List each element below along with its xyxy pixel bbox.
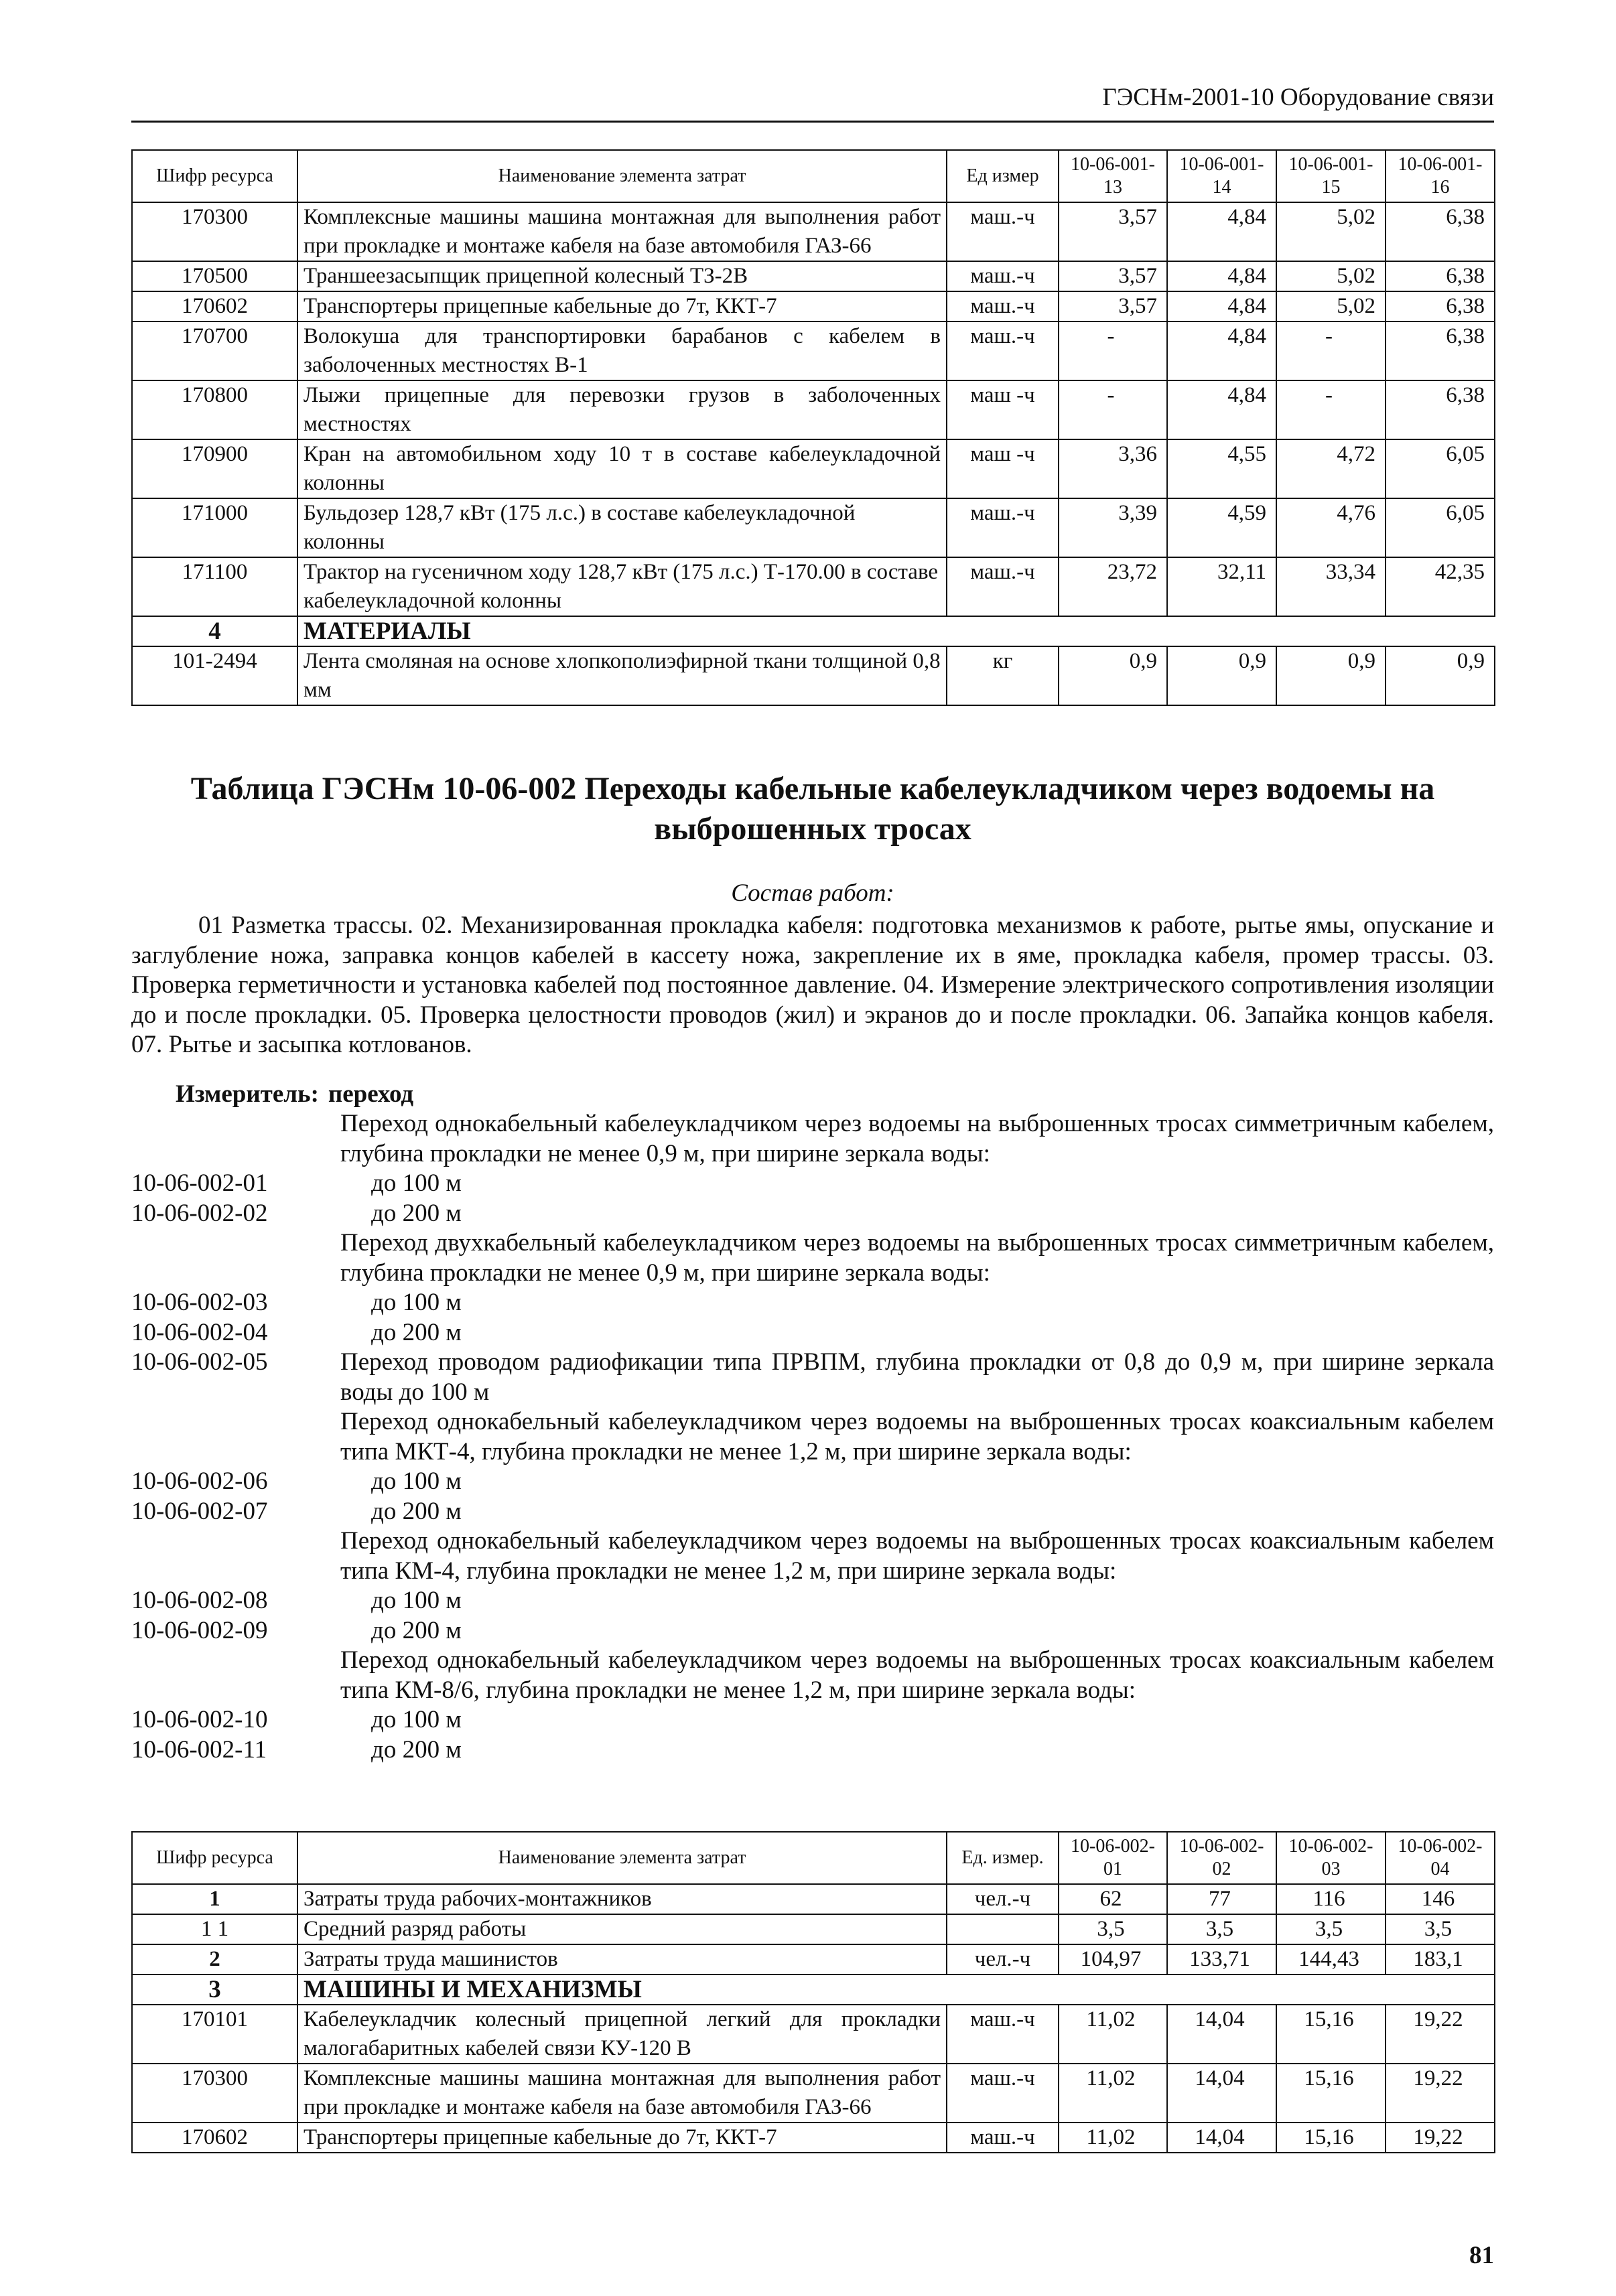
row-name: Кран на автомобильном ходу 10 т в составе кабелеукладочной колонны — [297, 439, 947, 498]
header-col: 10-06-002-03 — [1276, 1832, 1386, 1884]
table-title-line: выброшенных тросах — [654, 811, 971, 847]
norm-description: до 100 м — [371, 1467, 462, 1495]
row-unit: чел.-ч — [947, 1884, 1059, 1914]
norm-description: до 200 м — [371, 1735, 462, 1764]
row-value: 4,84 — [1167, 202, 1276, 261]
table-title-line: Таблица ГЭСНм 10-06-002 Переходы кабельные кабелеукладчиком через водоемы на — [190, 771, 1435, 806]
norm-description: до 100 м — [371, 1169, 462, 1197]
norm-description: до 100 м — [371, 1587, 462, 1614]
row-value: 6,05 — [1386, 498, 1495, 557]
row-value: 14,04 — [1167, 2064, 1276, 2123]
row-value: 4,84 — [1167, 380, 1276, 439]
row-unit: маш -ч — [947, 439, 1059, 498]
row-value: 3,5 — [1386, 1914, 1495, 1944]
table-row — [132, 557, 1495, 616]
row-code: 171100 — [132, 557, 297, 616]
row-code: 2 — [132, 1944, 297, 1975]
running-head: ГЭСНм-2001-10 Оборудование связи — [1102, 84, 1494, 111]
row-unit — [947, 1914, 1059, 1944]
row-value: 4,59 — [1167, 498, 1276, 557]
row-value: 15,16 — [1276, 2005, 1386, 2064]
row-value: 3,36 — [1059, 439, 1167, 498]
row-value: 4,55 — [1167, 439, 1276, 498]
row-unit: маш.-ч — [947, 2123, 1059, 2153]
row-value: 133,71 — [1167, 1944, 1276, 1975]
row-value: 3,5 — [1059, 1914, 1167, 1944]
row-value: 42,35 — [1386, 557, 1495, 616]
header-name: Наименование элемента затрат — [297, 150, 947, 202]
table-row — [132, 646, 1495, 705]
row-value: 14,04 — [1167, 2123, 1276, 2153]
norm-code: 10-06-002-06 — [131, 1467, 268, 1495]
norm-description: до 100 м — [371, 1289, 462, 1316]
row-name: Лыжи прицепные для перевозки грузов в заболоченных местностях — [297, 380, 947, 439]
row-name: Транспортеры прицепные кабельные до 7т, ККТ-7 — [297, 2123, 947, 2153]
row-value: 11,02 — [1059, 2005, 1167, 2064]
table-row — [132, 1944, 1495, 1975]
row-name: Траншеезасыпщик прицепной колесный ТЗ-2В — [297, 261, 947, 291]
row-value: 23,72 — [1059, 557, 1167, 616]
section-row-materials — [132, 616, 1495, 646]
list-item — [131, 1109, 1494, 1169]
row-unit: чел.-ч — [947, 1944, 1059, 1975]
row-value: 19,22 — [1386, 2005, 1495, 2064]
table-row — [132, 1884, 1495, 1914]
norm-description: Переход однокабельный кабелеукладчиком через водоемы на выброшенных тросах коаксиальным кабелем типа КМ-8/6, глубина прокладки не менее 1,2 м, при ширине зеркала воды: — [340, 1646, 1494, 1704]
row-value: 3,57 — [1059, 202, 1167, 261]
table-header-row — [132, 150, 1495, 202]
norm-code: 10-06-002-07 — [131, 1497, 268, 1525]
norm-code: 10-06-002-11 — [131, 1735, 267, 1764]
row-code: 1 1 — [132, 1914, 297, 1944]
row-value: 0,9 — [1386, 646, 1495, 705]
list-item — [131, 1586, 1494, 1616]
row-value: 14,04 — [1167, 2005, 1276, 2064]
row-code: 170300 — [132, 202, 297, 261]
row-unit: маш.-ч — [947, 202, 1059, 261]
resource-table-001 — [131, 149, 1495, 706]
composition-heading: Состав работ: — [731, 879, 894, 907]
row-code: 1 — [132, 1884, 297, 1914]
table-row — [132, 321, 1495, 380]
row-value: 77 — [1167, 1884, 1276, 1914]
header-col: 10-06-001-16 — [1386, 150, 1495, 202]
row-value: 6,38 — [1386, 380, 1495, 439]
meter-value: переход — [328, 1080, 414, 1108]
row-value: 146 — [1386, 1884, 1495, 1914]
row-unit: маш.-ч — [947, 2064, 1059, 2123]
row-name: Комплексные машины машина монтажная для выполнения работ при прокладке и монтаже кабеля на базе автомобиля ГАЗ-66 — [297, 2064, 947, 2123]
table-row — [132, 2064, 1495, 2123]
row-value: 3,57 — [1059, 261, 1167, 291]
row-unit: маш.-ч — [947, 321, 1059, 380]
table-row — [132, 498, 1495, 557]
row-value: 3,5 — [1276, 1914, 1386, 1944]
row-value: 19,22 — [1386, 2064, 1495, 2123]
row-value: 0,9 — [1059, 646, 1167, 705]
row-code: 170602 — [132, 2123, 297, 2153]
header-code: Шифр ресурса — [132, 1832, 297, 1884]
norm-description: Переход однокабельный кабелеукладчиком через водоемы на выброшенных тросах коаксиальным кабелем типа МКТ-4, глубина прокладки не менее 1,2 м, при ширине зеркала воды: — [340, 1408, 1494, 1465]
row-value: 33,34 — [1276, 557, 1386, 616]
meter-label: Измеритель: — [176, 1080, 319, 1108]
row-value: 104,97 — [1059, 1944, 1167, 1975]
row-name: Затраты труда рабочих-монтажников — [297, 1884, 947, 1914]
list-item — [131, 1407, 1494, 1467]
row-code: 101-2494 — [132, 646, 297, 705]
table-title — [131, 769, 1494, 849]
resource-table-002 — [131, 1831, 1495, 2153]
header-rule — [131, 121, 1494, 123]
norm-description: до 200 м — [371, 1497, 462, 1525]
row-code: 170101 — [132, 2005, 297, 2064]
norm-description: Переход однокабельный кабелеукладчиком через водоемы на выброшенных тросах коаксиальным кабелем типа КМ-4, глубина прокладки не менее 1,2 м, при ширине зеркала воды: — [340, 1527, 1494, 1585]
row-value: 11,02 — [1059, 2064, 1167, 2123]
norm-description: до 200 м — [371, 1318, 462, 1346]
list-item — [131, 1348, 1494, 1407]
row-unit: маш -ч — [947, 380, 1059, 439]
list-item — [131, 1526, 1494, 1586]
row-value: 15,16 — [1276, 2064, 1386, 2123]
list-item — [131, 1616, 1494, 1646]
row-code: 170500 — [132, 261, 297, 291]
row-value: 144,43 — [1276, 1944, 1386, 1975]
row-value: 3,5 — [1167, 1914, 1276, 1944]
row-unit: маш.-ч — [947, 2005, 1059, 2064]
section-row-machines — [132, 1975, 1495, 2005]
norm-list — [131, 1109, 1494, 1765]
header-col: 10-06-001-14 — [1167, 150, 1276, 202]
row-name: Средний разряд работы — [297, 1914, 947, 1944]
norm-description: Переход двухкабельный кабелеукладчиком через водоемы на выброшенных тросах симметричным кабелем, глубина прокладки не менее 0,9 м, при ширине зеркала воды: — [340, 1229, 1494, 1287]
row-code: 170700 — [132, 321, 297, 380]
list-item — [131, 1169, 1494, 1199]
row-name: Волокуша для транспортировки барабанов с кабелем в заболоченных местностях В-1 — [297, 321, 947, 380]
composition-text: 01 Разметка трассы. 02. Механизированная прокладка кабеля: подготовка механизмов к работе, рытье ямы, опускание и заглубление ножа, заправка концов кабелей в кассету ножа, закрепление их в яме, прокладка кабеля, промер трассы. 03. Проверка герметичности и установка кабелей под постоянное давление. 04. Измерение электрического сопротивления изоляции до и после прокладки. 05. Проверка целостности проводов (жил) и экранов до и после прокладки. 06. Запайка концов кабеля. 07. Рытье и засыпка котлованов. — [131, 912, 1494, 1058]
row-unit: маш.-ч — [947, 498, 1059, 557]
row-value: 19,22 — [1386, 2123, 1495, 2153]
table-header-row — [132, 1832, 1495, 1884]
row-value: 4,84 — [1167, 261, 1276, 291]
table-row — [132, 291, 1495, 321]
table-row — [132, 380, 1495, 439]
row-code: 170602 — [132, 291, 297, 321]
row-value: 6,38 — [1386, 261, 1495, 291]
table-row — [132, 202, 1495, 261]
header-col: 10-06-002-04 — [1386, 1832, 1495, 1884]
norm-code: 10-06-002-02 — [131, 1199, 268, 1227]
row-value: - — [1276, 321, 1386, 380]
row-value: 116 — [1276, 1884, 1386, 1914]
row-value: 62 — [1059, 1884, 1167, 1914]
header-unit: Ед. измер. — [947, 1832, 1059, 1884]
norm-description: Переход проводом радиофикации типа ПРВПМ, глубина прокладки от 0,8 до 0,9 м, при ширине зеркала воды до 100 м — [340, 1348, 1494, 1406]
row-unit: маш.-ч — [947, 557, 1059, 616]
header-code: Шифр ресурса — [132, 150, 297, 202]
header-col: 10-06-002-02 — [1167, 1832, 1276, 1884]
table-row — [132, 439, 1495, 498]
table-row — [132, 1914, 1495, 1944]
norm-code: 10-06-002-01 — [131, 1169, 268, 1197]
header-col: 10-06-001-15 — [1276, 150, 1386, 202]
row-code: 171000 — [132, 498, 297, 557]
row-name: Транспортеры прицепные кабельные до 7т, ККТ-7 — [297, 291, 947, 321]
row-value: 5,02 — [1276, 202, 1386, 261]
row-value: 11,02 — [1059, 2123, 1167, 2153]
row-unit: кг — [947, 646, 1059, 705]
row-value: 4,76 — [1276, 498, 1386, 557]
header-col: 10-06-002-01 — [1059, 1832, 1167, 1884]
header-name: Наименование элемента затрат — [297, 1832, 947, 1884]
row-value: - — [1276, 380, 1386, 439]
row-value: 0,9 — [1167, 646, 1276, 705]
section-code: 4 — [132, 616, 297, 646]
row-value: 6,38 — [1386, 291, 1495, 321]
row-value: 6,38 — [1386, 202, 1495, 261]
row-name: Комплексные машины машина монтажная для выполнения работ при прокладке и монтаже кабеля на базе автомобиля ГАЗ-66 — [297, 202, 947, 261]
row-value: - — [1059, 321, 1167, 380]
row-name: Затраты труда машинистов — [297, 1944, 947, 1975]
section-title: МАШИНЫ И МЕХАНИЗМЫ — [297, 1975, 1495, 2005]
row-value: 15,16 — [1276, 2123, 1386, 2153]
table-row — [132, 2005, 1495, 2064]
row-value: - — [1059, 380, 1167, 439]
list-item — [131, 1318, 1494, 1348]
row-value: 183,1 — [1386, 1944, 1495, 1975]
header-unit: Ед измер — [947, 150, 1059, 202]
norm-code: 10-06-002-08 — [131, 1587, 268, 1614]
row-code: 170800 — [132, 380, 297, 439]
list-item — [131, 1646, 1494, 1705]
list-item — [131, 1199, 1494, 1229]
row-value: 6,38 — [1386, 321, 1495, 380]
norm-code: 10-06-002-05 — [131, 1348, 268, 1376]
table-row — [132, 2123, 1495, 2153]
row-value: 5,02 — [1276, 291, 1386, 321]
norm-code: 10-06-002-03 — [131, 1289, 268, 1316]
row-name: Трактор на гусеничном ходу 128,7 кВт (175 л.с.) Т-170.00 в составе кабелеукладочной колонны — [297, 557, 947, 616]
row-unit: маш.-ч — [947, 261, 1059, 291]
list-item — [131, 1228, 1494, 1288]
row-value: 0,9 — [1276, 646, 1386, 705]
page-number: 81 — [1469, 2242, 1494, 2269]
list-item — [131, 1288, 1494, 1318]
norm-description: до 200 м — [371, 1616, 462, 1644]
row-value: 4,84 — [1167, 291, 1276, 321]
header-col: 10-06-001-13 — [1059, 150, 1167, 202]
row-name: Бульдозер 128,7 кВт (175 л.с.) в составе кабелеукладочной колонны — [297, 498, 947, 557]
section-title: МАТЕРИАЛЫ — [297, 616, 1495, 646]
norm-code: 10-06-002-04 — [131, 1318, 268, 1346]
row-value: 4,84 — [1167, 321, 1276, 380]
section-code: 3 — [132, 1975, 297, 2005]
row-code: 170300 — [132, 2064, 297, 2123]
row-unit: маш.-ч — [947, 291, 1059, 321]
row-value: 6,05 — [1386, 439, 1495, 498]
row-name: Лента смоляная на основе хлопкополиэфирной ткани толщиной 0,8 мм — [297, 646, 947, 705]
norm-code: 10-06-002-09 — [131, 1616, 268, 1644]
row-value: 32,11 — [1167, 557, 1276, 616]
norm-description: Переход однокабельный кабелеукладчиком через водоемы на выброшенных тросах симметричным кабелем, глубина прокладки не менее 0,9 м, при ширине зеркала воды: — [340, 1110, 1494, 1167]
row-value: 3,39 — [1059, 498, 1167, 557]
row-value: 4,72 — [1276, 439, 1386, 498]
list-item — [131, 1497, 1494, 1527]
row-code: 170900 — [132, 439, 297, 498]
norm-description: до 200 м — [371, 1199, 462, 1227]
list-item — [131, 1735, 1494, 1766]
row-value: 5,02 — [1276, 261, 1386, 291]
list-item — [131, 1705, 1494, 1735]
row-value: 3,57 — [1059, 291, 1167, 321]
meter — [176, 1080, 413, 1109]
row-name: Кабелеукладчик колесный прицепной легкий для прокладки малогабаритных кабелей связи КУ-120 В — [297, 2005, 947, 2064]
norm-description: до 100 м — [371, 1706, 462, 1733]
table-row — [132, 261, 1495, 291]
list-item — [131, 1467, 1494, 1497]
norm-code: 10-06-002-10 — [131, 1706, 268, 1733]
